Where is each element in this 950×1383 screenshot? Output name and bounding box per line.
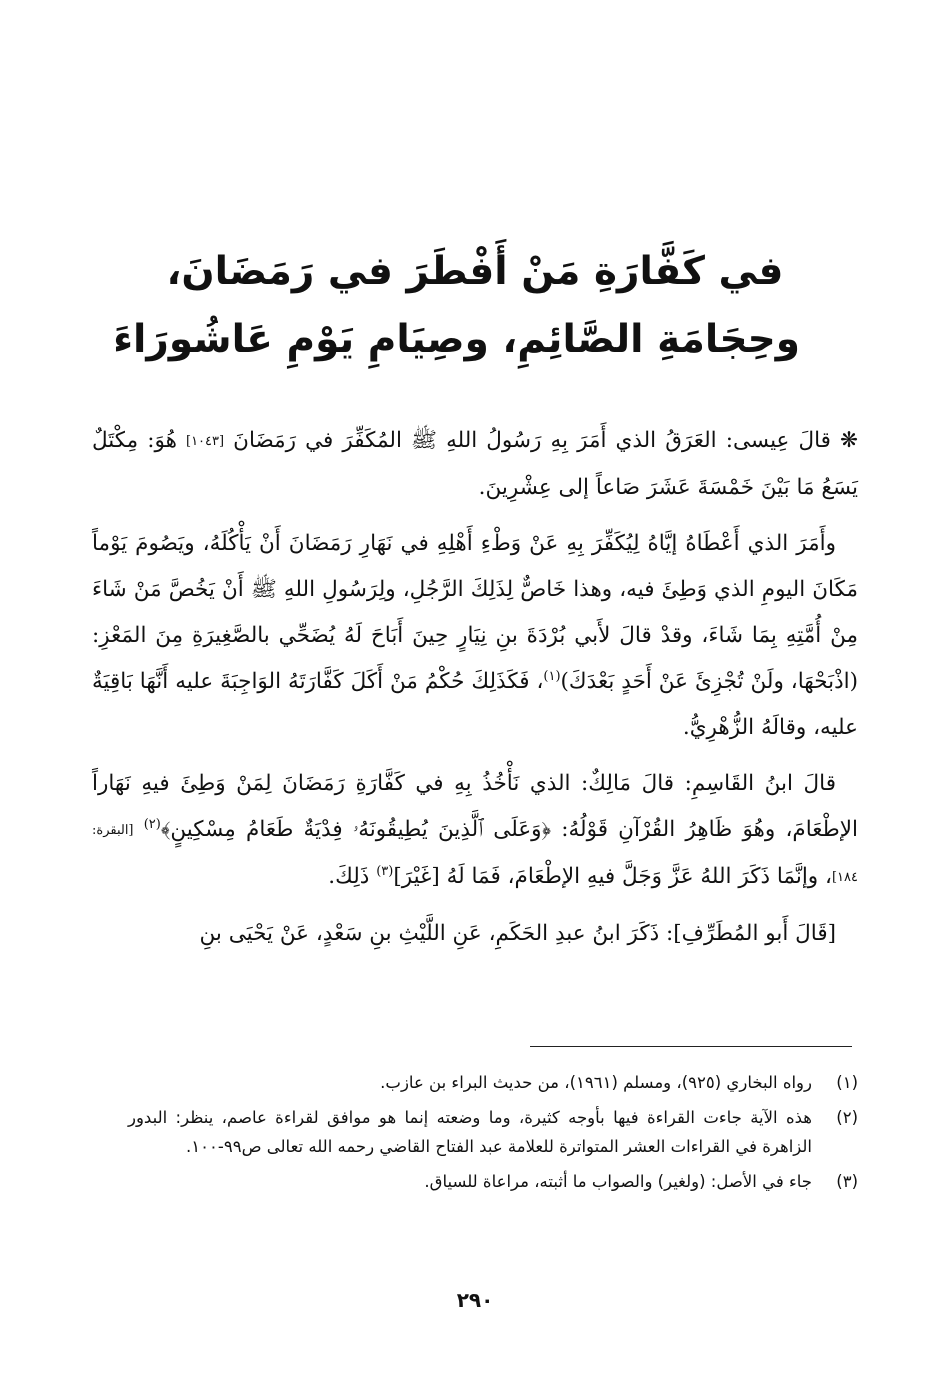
footnote-ref-2[interactable]: (٢)	[143, 816, 161, 832]
title-line-1: في كَفَّارَةِ مَنْ أَفْطَرَ في رَمَضَانَ،	[166, 249, 784, 294]
paragraph-1	[92, 418, 858, 511]
quran-reference: [البقرة: ١٨٤]	[92, 823, 858, 885]
footnote-ref-1[interactable]: (١)	[543, 668, 561, 684]
footnote-ref-3[interactable]: (٣)	[376, 863, 394, 879]
footnote-number: (٢)	[836, 1108, 858, 1127]
paragraph-4-text: [قَالَ أَبو المُطَرِّفِ]: ذَكَرَ ابنُ عبدِ الحَكَمِ، عَنِ اللَّيْثِ بنِ سَعْدٍ، عَنْ يَحْيَى بنِ	[199, 921, 836, 946]
page-number: ٢٩٠	[456, 1288, 494, 1312]
footnote-text: جاء في الأصل: (ولغير) والصواب ما أثبته، مراعاة للسياق.	[424, 1172, 812, 1191]
footnote-number: (١)	[836, 1073, 858, 1092]
footnote-2	[128, 1103, 858, 1161]
footnote-number: (٣)	[836, 1172, 858, 1191]
paragraph-3	[92, 761, 858, 901]
main-text	[92, 418, 858, 967]
paragraph-2-text: وأَمَرَ الذي أَعْطَاهُ إيَّاهُ لِيُكَفِّرَ بِهِ عَنْ وَطْءِ أَهْلِهِ في نَهَارِ رَمَضَانَ أَنْ يَأْكُلَهُ، ويَصُومَ يَوْماً مَكَانَ اليومِ الذي وَطِئَ فيه، وهذا خَاصٌّ لِذَلِكَ الرَّجُلِ، ولِرَسُولِ اللهِ ﷺ أَنْ يَخُصَّ مَنْ شَاءَ مِنْ أُمَّتِهِ بِمَا شَاءَ، وقدْ قالَ لأَبي بُرْدَةَ بنِ نِيَارٍ حِينَ أَبَاحَ لَهُ يُضَحِّي بالصَّغِيرَةِ مِنَ المَعْزِ: (اذْبَحْهَا، ولَنْ تُجْزِئَ عَنْ أَحَدٍ بَعْدَكَ)	[92, 531, 859, 694]
chapter-title	[113, 238, 800, 374]
paragraph-4	[92, 911, 858, 957]
paragraph-2-text-end: ، فَكَذَلِكَ حُكْمُ مَنْ أَكَلَ كَفَّارَتَهُ الوَاجِبَةَ عليه أَنَّهَا بَاقِيَةٌ عليه، وقالَهُ الزُّهْرِيُّ.	[92, 669, 858, 740]
footnote-text: رواه البخاري (٩٢٥)، ومسلم (١٩٦١)، من حديث البراء بن عازب.	[380, 1073, 812, 1092]
hadith-number: [١٠٤٣]	[186, 434, 225, 449]
paragraph-1-text-end: هُوَ: مِكْتَلٌ يَسَعُ مَا بَيْنَ خَمْسَةَ عَشَرَ صَاعاً إلى عِشْرِينَ.	[92, 428, 858, 500]
title-line-2: وحِجَامَةِ الصَّائِمِ، وصِيَامِ يَوْمِ عَاشُورَاءَ	[113, 317, 800, 362]
paragraph-1-text: ❋ قالَ عِيسى: العَرَقُ الذي أَمَرَ بِهِ رَسُولُ اللهِ ﷺ المُكَفِّرَ في رَمَضَانَ	[224, 428, 858, 453]
footnote-separator	[530, 1046, 852, 1047]
footnote-1	[128, 1068, 858, 1097]
paragraph-3-text: قالَ ابنُ القَاسِمِ: قالَ مَالِكٌ: الذي نَأْخُذُ بِهِ في كَفَّارَةِ رَمَضَانَ لِمَنْ وَطِئَ فيهِ نَهَاراً الإطْعَامَ، وهُوَ ظَاهِرُ القُرْآنِ قَوْلُهُ: ﴿وَعَلَى ٱلَّذِينَ يُطِيقُونَهُۥ فِدْيَةٌ طَعَامُ مِسْكِينٍ﴾	[92, 771, 858, 842]
footnotes	[128, 1068, 858, 1202]
paragraph-3-text-end: ذَلِكَ.	[328, 864, 377, 889]
paragraph-3-text-mid: ، وإنَّمَا ذَكَرَ اللهُ عَزَّ وَجَلَّ فيهِ الإطْعَامَ، فَمَا لَهُ [غَيْرَ]	[393, 864, 832, 889]
footnote-text: هذه الآية جاءت القراءة فيها بأوجه كثيرة، وما وضعته إنما هو موافق لقراءة عاصم، ينظر: البدور الزاهرة في القراءات العشر المتواترة للعلامة عبد الفتاح القاضي رحمه الله تعالى ص٩٩-١٠٠.	[128, 1108, 812, 1156]
paragraph-2	[92, 521, 858, 751]
footnote-3	[128, 1167, 858, 1196]
